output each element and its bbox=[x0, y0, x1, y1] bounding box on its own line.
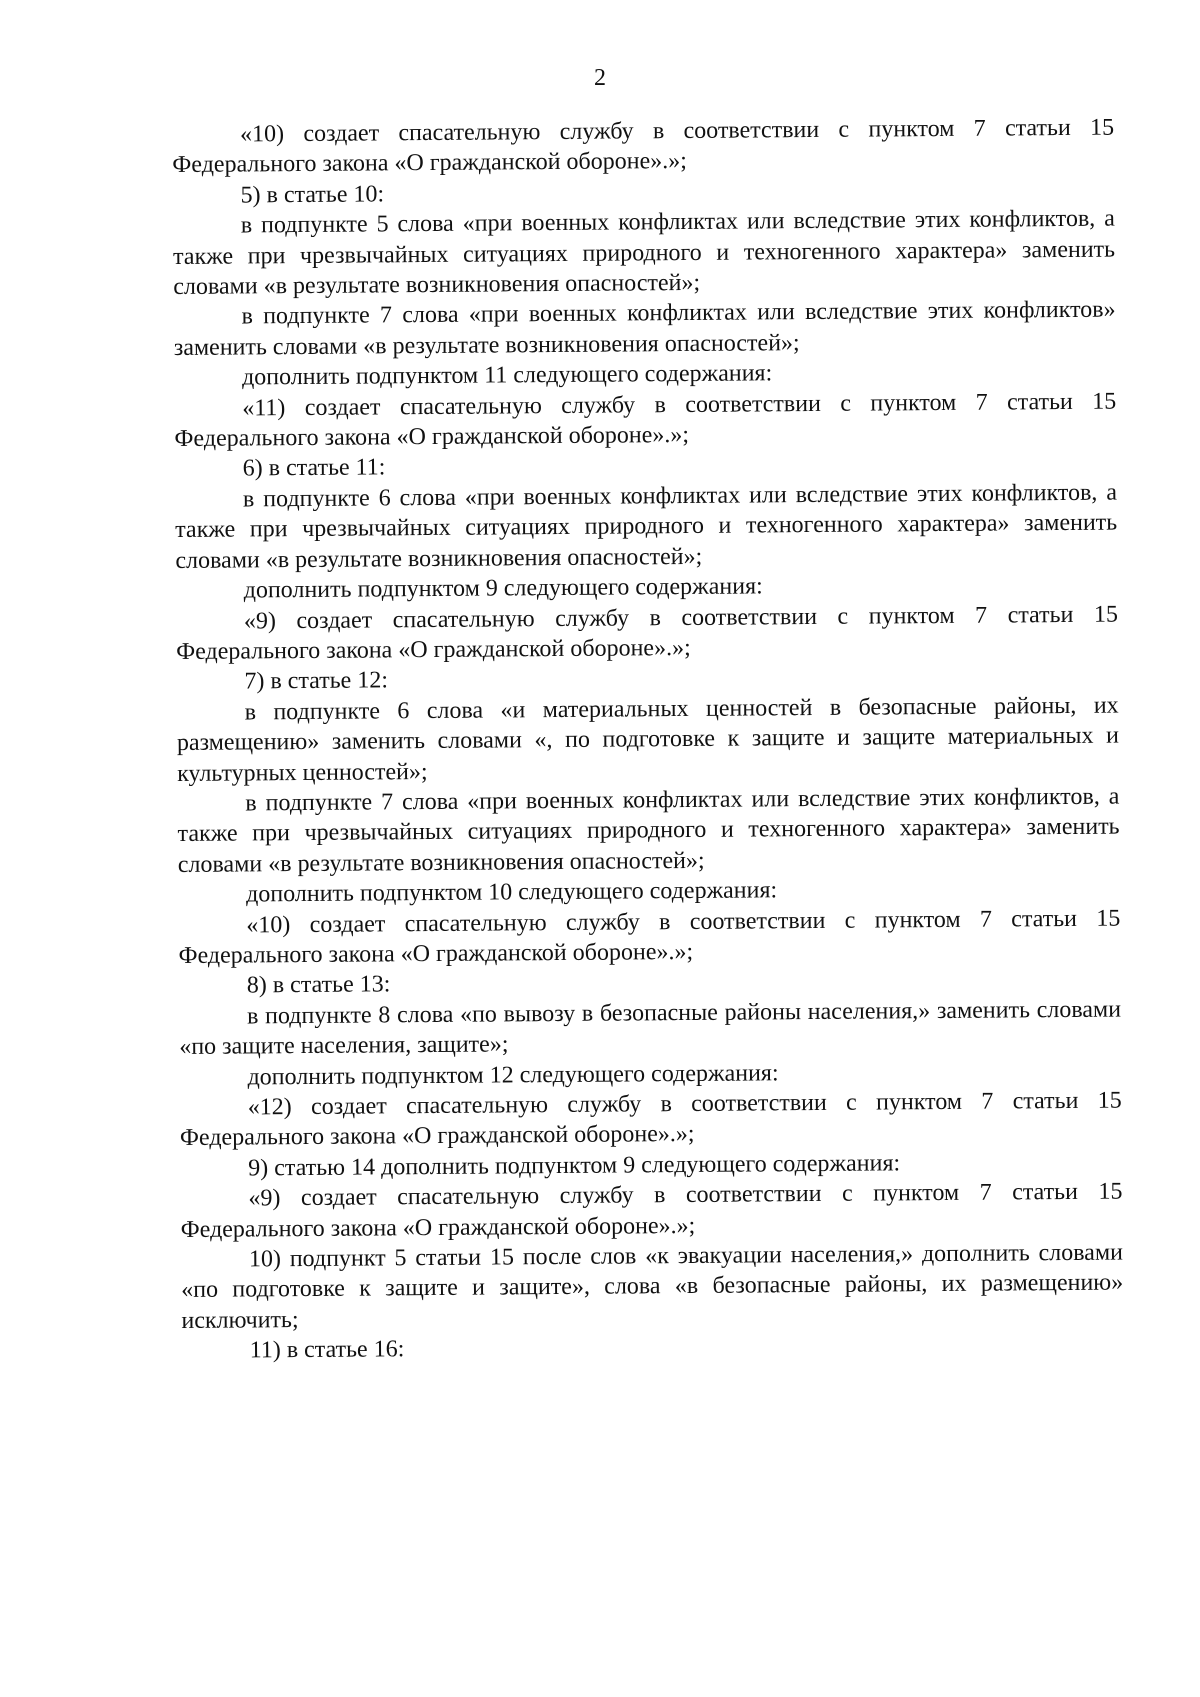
paragraph: в подпункте 5 слова «при военных конфликтах или вследствие этих конфликтов, а также при чрезвычайных ситуациях природного и техногенного характера» заменить словами «в результате возникновения опасностей»; bbox=[172, 205, 1116, 301]
paragraph: в подпункте 6 слова «при военных конфликтах или вследствие этих конфликтов, а также при чрезвычайных ситуациях природного и техногенного характера» заменить словами «в результате возникновения опасностей»; bbox=[175, 479, 1118, 574]
paragraph: 9) статью 14 дополнить подпунктом 9 следующего содержания: bbox=[248, 1150, 901, 1182]
paragraph: 5) в статье 10: bbox=[240, 181, 385, 209]
document-body bbox=[172, 113, 1124, 1367]
paragraph: дополнить подпунктом 11 следующего содержания: bbox=[241, 360, 773, 391]
paragraph: «9) создает спасательную службу в соответствии с пунктом 7 статьи 15 Федерального закона «О гражданской обороне».»; bbox=[176, 601, 1119, 665]
paragraph: 6) в статье 11: bbox=[242, 454, 386, 482]
paragraph: 7) в статье 12: bbox=[244, 667, 389, 695]
page-number: 2 bbox=[594, 65, 606, 91]
paragraph: дополнить подпунктом 9 следующего содержания: bbox=[243, 573, 763, 604]
paragraph: 8) в статье 13: bbox=[246, 971, 391, 999]
paragraph: «12) создает спасательную службу в соответствии с пунктом 7 статьи 15 Федерального закона «О гражданской обороне».»; bbox=[179, 1087, 1122, 1152]
paragraph: в подпункте 6 слова «и материальных ценностей в безопасные районы, их размещению» заменить словами «, по подготовке к защите и защите материальных и культурных ценностей»; bbox=[176, 692, 1119, 787]
paragraph: в подпункте 8 слова «по вывозу в безопасные районы населения,» заменить словами «по защите населения, защите»; bbox=[179, 996, 1122, 1061]
paragraph: в подпункте 7 слова «при военных конфликтах или вследствие этих конфликтов» заменить словами «в результате возникновения опасностей»; bbox=[173, 297, 1116, 361]
paragraph: дополнить подпунктом 12 следующего содержания: bbox=[247, 1059, 779, 1091]
paragraph: дополнить подпунктом 10 следующего содержания: bbox=[245, 877, 778, 908]
paragraph: «10) создает спасательную службу в соответствии с пунктом 7 статьи 15 Федерального закона «О гражданской обороне».»; bbox=[178, 905, 1121, 969]
paragraph: в подпункте 7 слова «при военных конфликтах или вследствие этих конфликтов, а также при чрезвычайных ситуациях природного и техногенного характера» заменить словами «в результате возникновения опасностей»; bbox=[177, 783, 1120, 878]
paragraph: «11) создает спасательную службу в соответствии с пунктом 7 статьи 15 Федерального закона «О гражданской обороне».»; bbox=[174, 388, 1117, 453]
paragraph: 11) в статье 16: bbox=[249, 1336, 405, 1364]
paragraph: 10) подпункт 5 статьи 15 после слов «к эвакуации населения,» дополнить словами «по подготовке к защите и защите», слова «в безопасные районы, их размещению» исключить; bbox=[181, 1239, 1124, 1334]
paragraph: «9) создает спасательную службу в соответствии с пунктом 7 статьи 15 Федерального закона «О гражданской обороне».»; bbox=[180, 1178, 1123, 1243]
paragraph: «10) создает спасательную службу в соответствии с пунктом 7 статьи 15 Федерального закона «О гражданской обороне».»; bbox=[172, 114, 1115, 179]
